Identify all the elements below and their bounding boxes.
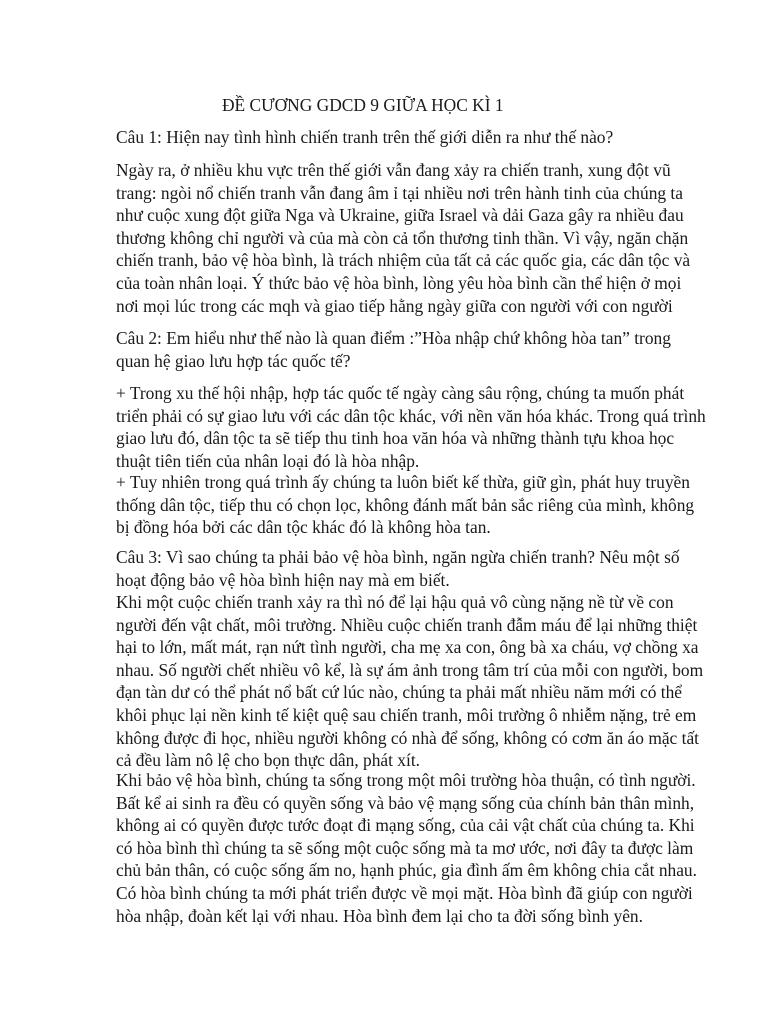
question-2: Câu 2: Em hiểu như thế nào là quan điểm :”Hòa nhập chứ không hòa tan” trong quan hệ giao lưu hợp tác quốc tế? (116, 328, 671, 371)
answer-3-part-2: Khi bảo vệ hòa bình, chúng ta sống trong một môi trường hòa thuận, có tình người. Bất kể ai sinh ra đều có quyền sống và bảo vệ mạng sống của chính bản thân mình, không ai có quyền được tước đoạt đi mạng sống, của cải vật chất của chúng ta. Khi có hòa bình thì chúng ta sẽ sống một cuộc sống mà ta mơ ước, nơi đây ta được làm chủ bản thân, có cuộc sống ấm no, hạnh phúc, gia đình ấm êm không chia cắt nhau. Có hòa bình chúng ta mới phát triển được về mọi mặt. Hòa bình đã giúp con người hòa nhập, đoàn kết lại với nhau. Hòa bình đem lại cho ta đời sống bình yên. (116, 770, 697, 926)
answer-1: Ngày ra, ở nhiều khu vực trên thế giới vẫn đang xảy ra chiến tranh, xung đột vũ trang: ngòi nổ chiến tranh vẫn đang âm ỉ tại nhiều nơi trên hành tinh của chúng ta như cuộc xung đột giữa Nga và Ukraine, giữa Israel và dải Gaza gây ra nhiều đau thương không chỉ người và của mà còn cả tổn thương tinh thần. Vì vậy, ngăn chặn chiến tranh, bảo vệ hòa bình, là trách nhiệm của tất cả các quốc gia, các dân tộc và của toàn nhân loại. Ý thức bảo vệ hòa bình, lòng yêu hòa bình cần thể hiện ở mọi nơi mọi lúc trong các mqh và giao tiếp hằng ngày giữa con người với con người (116, 160, 691, 316)
answer-2-part-2: + Tuy nhiên trong quá trình ấy chúng ta luôn biết kế thừa, giữ gìn, phát huy truyền thống dân tộc, tiếp thu có chọn lọc, không đánh mất bản sắc riêng của mình, không bị đồng hóa bởi các dân tộc khác đó là không hòa tan. (116, 472, 695, 538)
document-title: ĐỀ CƯƠNG GDCD 9 GIỮA HỌC KÌ 1 (222, 95, 504, 115)
answer-2-part-1: + Trong xu thế hội nhập, hợp tác quốc tế ngày càng sâu rộng, chúng ta muốn phát triển phải có sự giao lưu với các dân tộc khác, với nền văn hóa khác. Trong quá trình giao lưu đó, dân tộc ta sẽ tiếp thu tinh hoa văn hóa và những thành tựu khoa học thuật tiên tiến của nhân loại đó là hòa nhập. (116, 383, 706, 471)
answer-3-part-1: Khi một cuộc chiến tranh xảy ra thì nó để lại hậu quả vô cùng nặng nề từ về con người đến vật chất, môi trường. Nhiều cuộc chiến tranh đẫm máu để lại những thiệt hại to lớn, mất mát, rạn nứt tình người, cha mẹ xa con, ông bà xa cháu, vợ chồng xa nhau. Số người chết nhiều vô kể, là sự ám ảnh trong tâm trí của mỗi con người, bom đạn tàn dư có thể phát nổ bất cứ lúc nào, chúng ta phải mất nhiều năm mới có thể khôi phục lại nền kinh tế kiệt quệ sau chiến tranh, môi trường ô nhiễm nặng, trẻ em không được đi học, nhiều người không có nhà để sống, không có cơm ăn áo mặc tất cả đều làm nô lệ cho bọn thực dân, phát xít. (116, 592, 704, 771)
question-1: Câu 1: Hiện nay tình hình chiến tranh trên thế giới diễn ra như thế nào? (116, 127, 614, 147)
question-3: Câu 3: Vì sao chúng ta phải bảo vệ hòa bình, ngăn ngừa chiến tranh? Nêu một số hoạt động bảo vệ hòa bình hiện nay mà em biết. (116, 547, 680, 590)
